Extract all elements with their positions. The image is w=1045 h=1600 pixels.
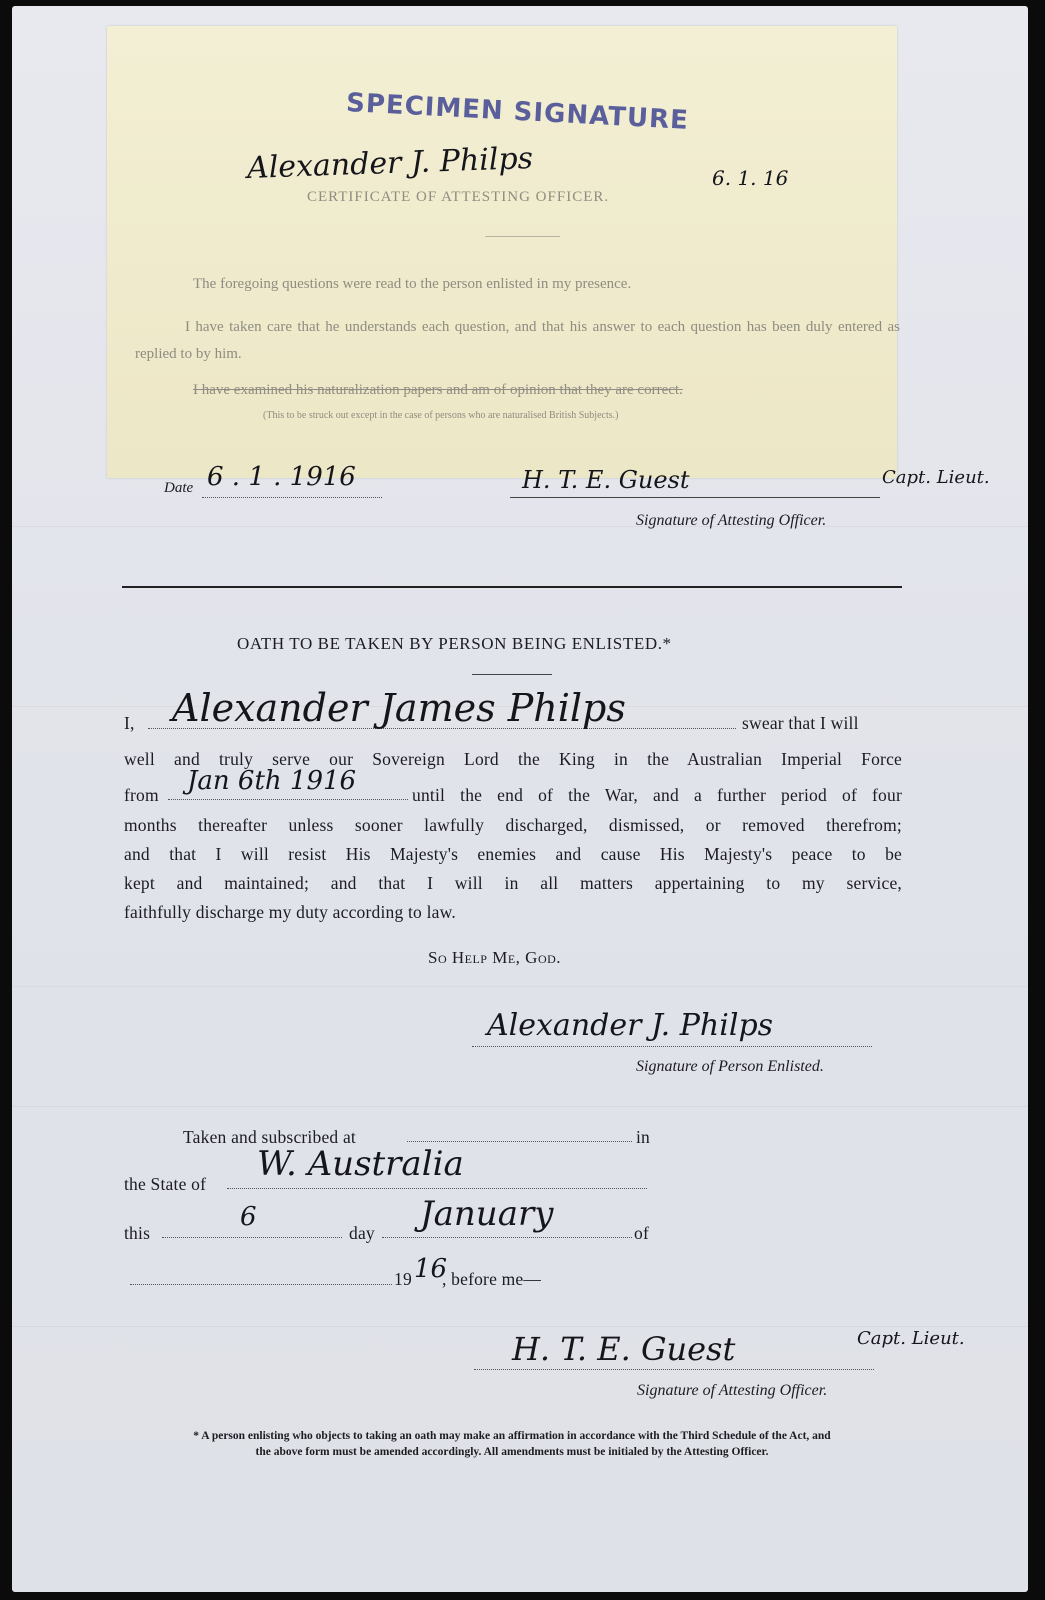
state-value: W. Australia — [257, 1144, 464, 1184]
certificate-line-1: The foregoing questions were read to the person enlisted in my presence. — [193, 276, 632, 292]
from-value: Jan 6th 1916 — [187, 766, 357, 796]
officer-rank: Capt. Lieut. — [882, 467, 990, 488]
final-officer-signature: H. T. E. Guest — [512, 1330, 736, 1368]
before-me-label: , before me— — [442, 1269, 542, 1289]
oath-line-2: well and truly serve our Sovereign Lord the King in the Australian Imperial Force — [124, 749, 902, 769]
specimen-signature-stamp: SPECIMEN SIGNATURE — [345, 88, 690, 136]
footnote-line-1: * A person enlisting who objects to taking an oath may make an affirmation in accordance with the Third Schedule of the Act, and — [193, 1430, 831, 1442]
day-line — [162, 1237, 342, 1238]
oath-swear: swear that I will — [742, 713, 859, 733]
month-value: January — [420, 1194, 554, 1234]
certificate-title: CERTIFICATE OF ATTESTING OFFICER. — [307, 189, 610, 205]
certificate-line-2: I have taken care that he understands each question, and that his answer to each question has been duly entered as replied to by him. — [135, 319, 900, 362]
final-officer-caption: Signature of Attesting Officer. — [637, 1382, 828, 1399]
officer-signature: H. T. E. Guest — [522, 466, 690, 494]
oath-line-5: and that I will resist His Majesty's enemies and cause His Majesty's peace to be — [124, 844, 902, 864]
day-label: day — [349, 1223, 375, 1243]
year-prefix: 19 — [394, 1269, 412, 1289]
date-label: Date — [164, 480, 194, 496]
taken-subscribed-label: Taken and subscribed at — [183, 1127, 356, 1147]
footnote-line-2: the above form must be amended accordingly. All amendments must be initialed by the Attesting Officer. — [255, 1446, 769, 1458]
paper-rule — [12, 1106, 1028, 1107]
of-label: of — [634, 1223, 649, 1243]
year-value: 16 — [414, 1254, 448, 1284]
from-line — [168, 799, 408, 800]
enlisted-name: Alexander James Philps — [172, 686, 626, 730]
paper-rule — [12, 526, 1028, 527]
oath-closing: So Help Me, God. — [428, 948, 562, 967]
officer-signature-line — [510, 497, 880, 498]
paper-rule — [12, 986, 1028, 987]
certificate-note: (This to be struck out except in the case of persons who are naturalised British Subjects.) — [263, 410, 619, 421]
this-label: this — [124, 1223, 151, 1243]
in-label: in — [636, 1127, 651, 1147]
oath-pronoun: I, — [124, 713, 135, 733]
footnote — [112, 1428, 912, 1460]
from-label: from — [124, 785, 159, 805]
oath-line-7: faithfully discharge my duty according to law. — [124, 902, 456, 922]
oath-heading-rule — [472, 674, 552, 675]
date-value: 6 . 1 . 1916 — [207, 462, 356, 492]
specimen-signature-date: 6. 1. 16 — [712, 166, 789, 190]
enlisted-signature-line — [472, 1046, 872, 1047]
enlisted-signature: Alexander J. Philps — [487, 1008, 774, 1043]
officer-signature-caption: Signature of Attesting Officer. — [636, 512, 827, 529]
oath-heading: OATH TO BE TAKEN BY PERSON BEING ENLISTED.* — [237, 634, 672, 653]
year-lead-line — [130, 1284, 392, 1285]
enlisted-signature-caption: Signature of Person Enlisted. — [636, 1058, 824, 1075]
date-line — [202, 497, 382, 498]
state-label: the State of — [124, 1174, 207, 1194]
state-line — [227, 1188, 647, 1189]
certificate-title-rule — [485, 236, 560, 237]
paper-rule — [12, 1326, 1028, 1327]
day-value: 6 — [240, 1202, 257, 1232]
specimen-signature-slip — [107, 26, 900, 478]
section-divider — [122, 586, 902, 588]
oath-line-6: kept and maintained; and that I will in all matters appertaining to my service, — [124, 873, 902, 893]
document-page — [12, 6, 1028, 1592]
place-line — [407, 1141, 632, 1142]
final-officer-line — [474, 1369, 874, 1370]
oath-line-3: until the end of the War, and a further period of four — [412, 785, 902, 805]
oath-line-4: months thereafter unless sooner lawfully discharged, dismissed, or removed therefrom; — [124, 815, 902, 835]
specimen-signature: Alexander J. Philps — [246, 141, 534, 186]
final-officer-rank: Capt. Lieut. — [857, 1328, 965, 1349]
month-line — [382, 1237, 632, 1238]
certificate-line-3: I have examined his naturalization papers and am of opinion that they are correct. — [193, 382, 683, 398]
